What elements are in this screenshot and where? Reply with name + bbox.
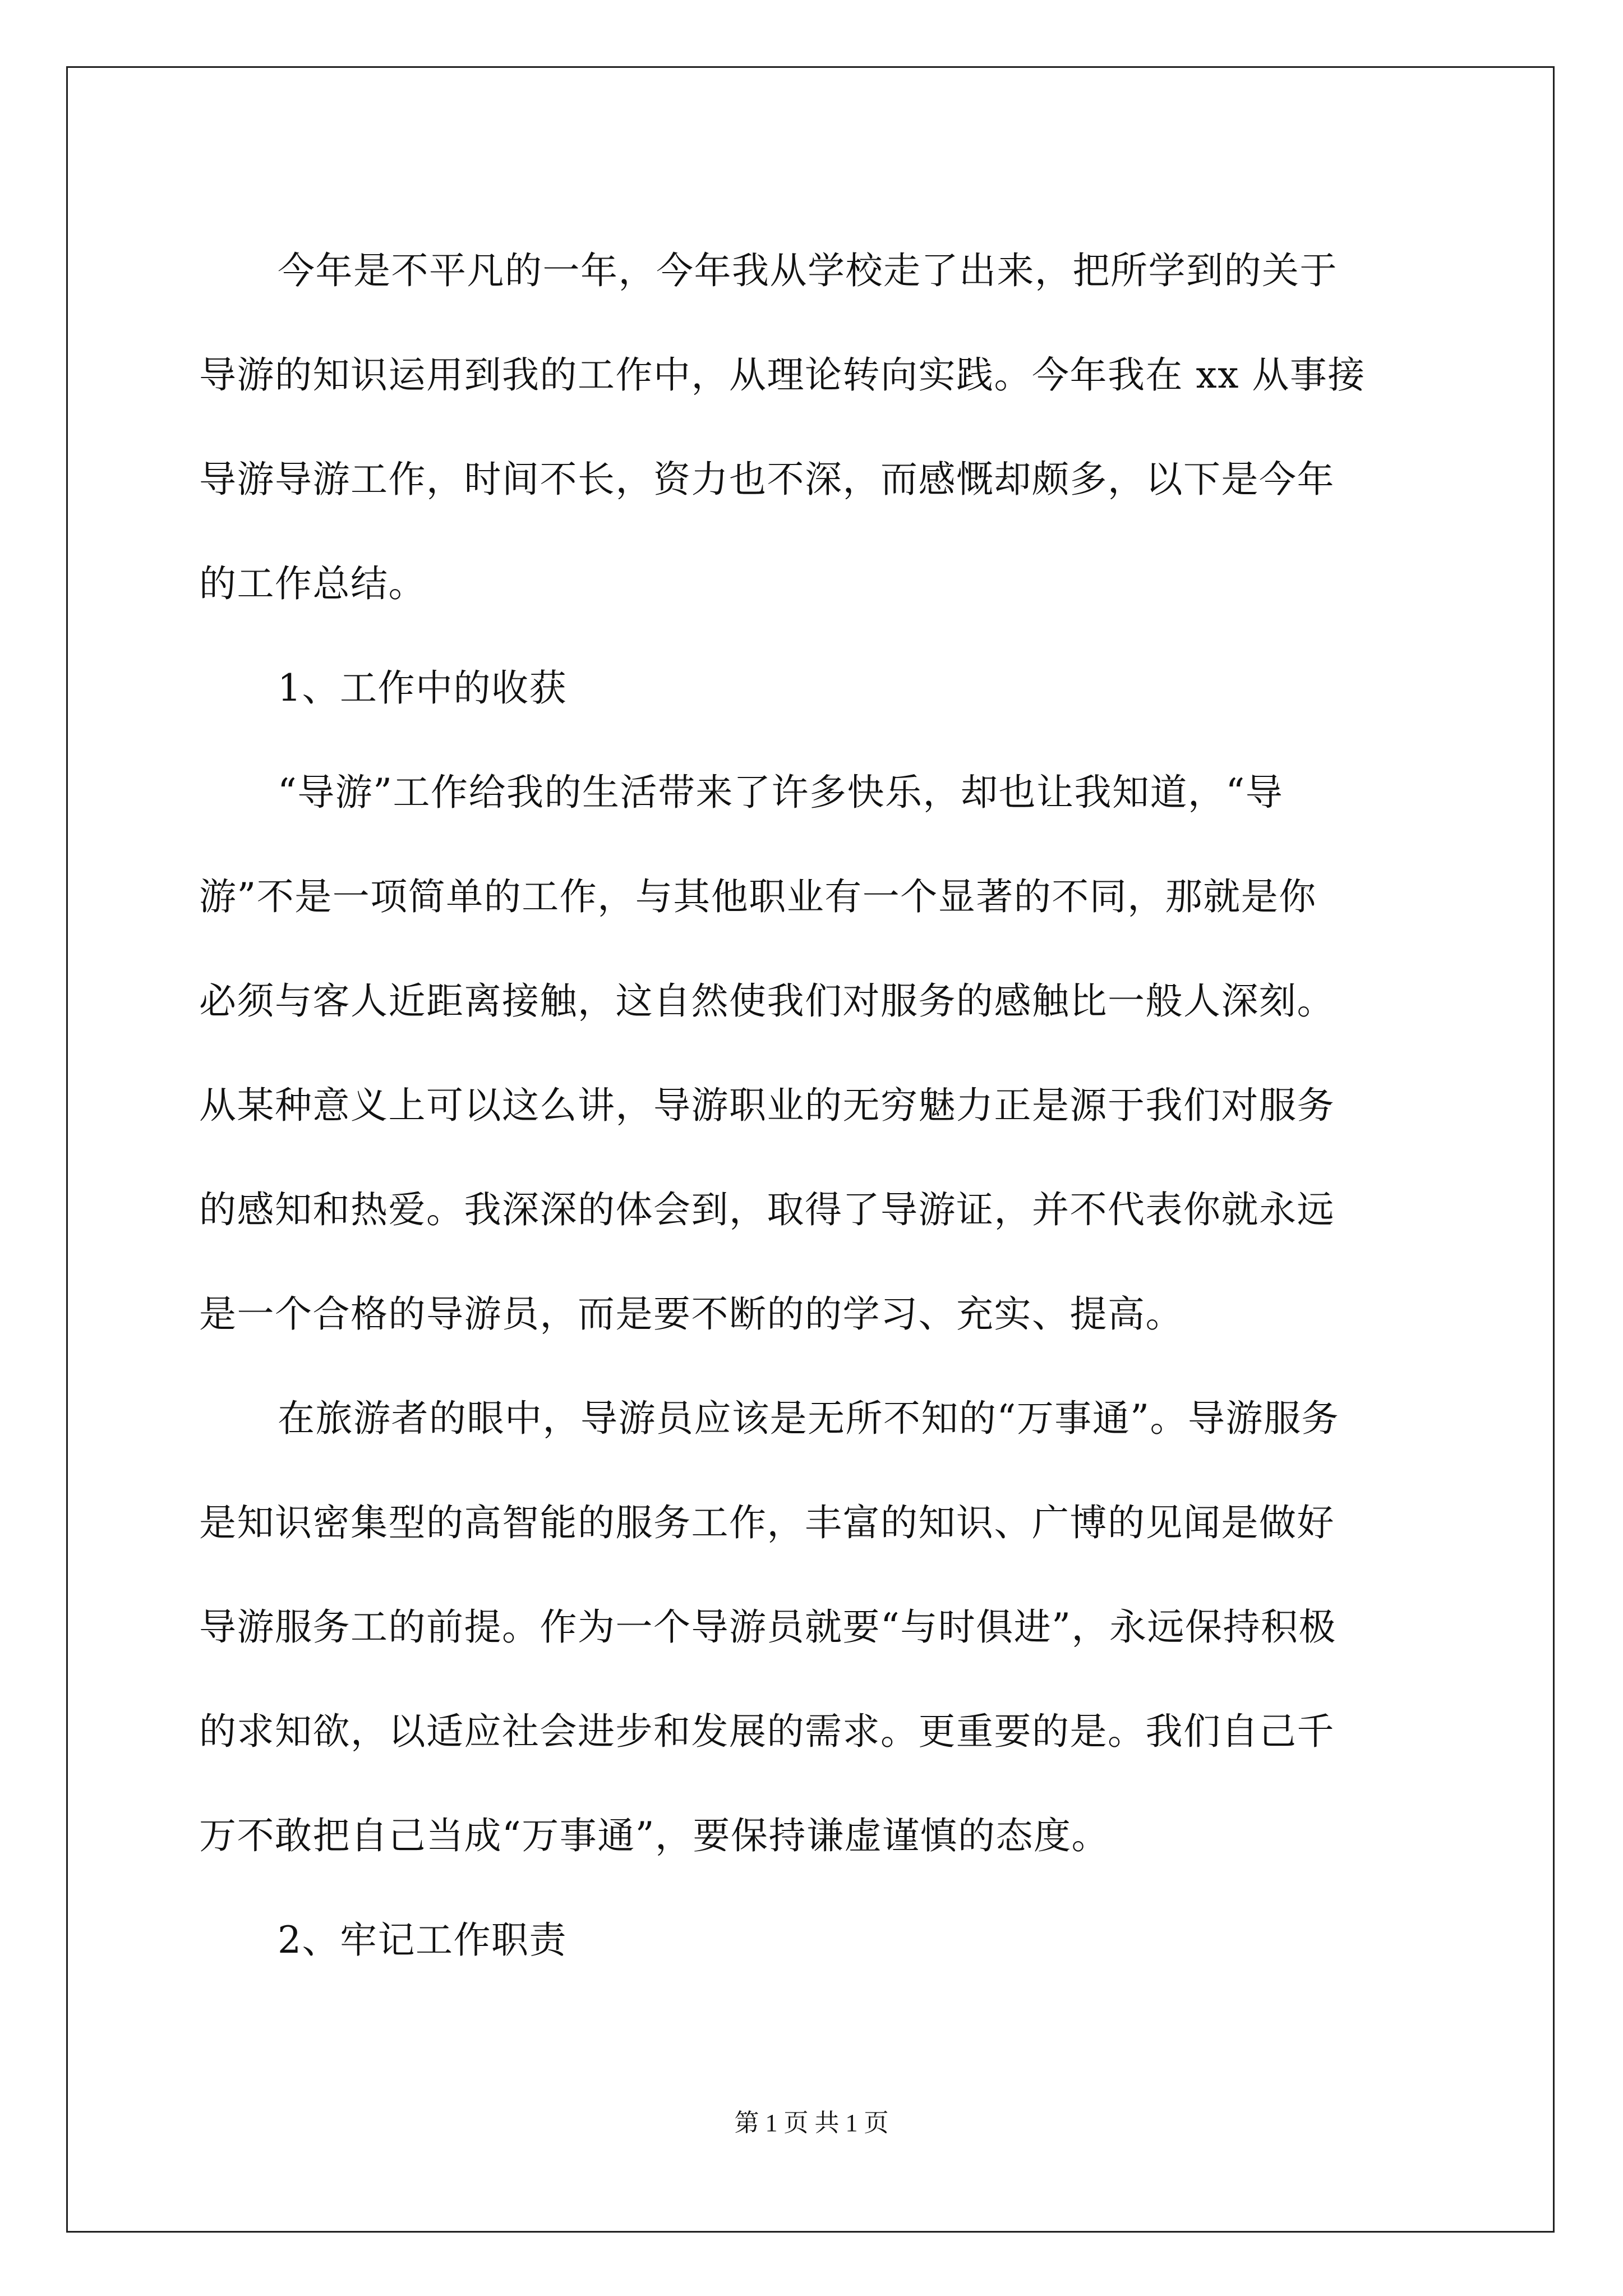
text-line: 从某种意义上可以这么讲，导游职业的无穷魅力正是源于我们对服务 (199, 1084, 1335, 1127)
section-heading-1 (199, 636, 1433, 740)
heading-text: 1、工作中的收获 (278, 666, 567, 710)
text-line: 在旅游者的眼中，导游员应该是无所不知的“万事通”。导游服务 (278, 1397, 1339, 1440)
paragraph-gains (199, 740, 1433, 1366)
text-line: “导游”工作给我的生活带来了许多快乐，却也让我知道，“导 (278, 771, 1284, 814)
text-line: 的感知和热爱。我深深的体会到，取得了导游证，并不代表你就永远 (199, 1188, 1335, 1231)
heading-text: 2、牢记工作职责 (278, 1918, 567, 1962)
document-body (199, 219, 1433, 1993)
paragraph-knowledge (199, 1366, 1433, 1888)
text-line: 是知识密集型的高智能的服务工作，丰富的知识、广博的见闻是做好 (199, 1501, 1335, 1544)
text-line: 是一个合格的导游员，而是要不断的的学习、充实、提高。 (199, 1292, 1183, 1336)
text-line: 必须与客人近距离接触，这自然使我们对服务的感触比一般人深刻。 (199, 979, 1335, 1023)
text-line: 导游的知识运用到我的工作中，从理论转向实践。今年我在 xx 从事接 (199, 353, 1366, 397)
text-line: 的求知欲，以适应社会进步和发展的需求。更重要的是。我们自己千 (199, 1710, 1335, 1753)
text-line: 今年是不平凡的一年，今年我从学校走了出来，把所学到的关于 (278, 249, 1338, 292)
text-line: 导游服务工的前提。作为一个导游员就要“与时俱进”，永远保持积极 (199, 1605, 1336, 1649)
page-number-footer: 第 1 页 共 1 页 (734, 2109, 889, 2137)
text-line: 导游导游工作，时间不长，资力也不深，而感慨却颇多，以下是今年 (199, 458, 1335, 501)
section-heading-2 (199, 1888, 1433, 1993)
text-line: 的工作总结。 (199, 562, 426, 605)
paragraph-intro (199, 219, 1433, 636)
text-line: 游”不是一项简单的工作，与其他职业有一个显著的不同，那就是你 (199, 875, 1317, 918)
text-line: 万不敢把自己当成“万事通”，要保持谦虚谨慎的态度。 (199, 1814, 1109, 1857)
